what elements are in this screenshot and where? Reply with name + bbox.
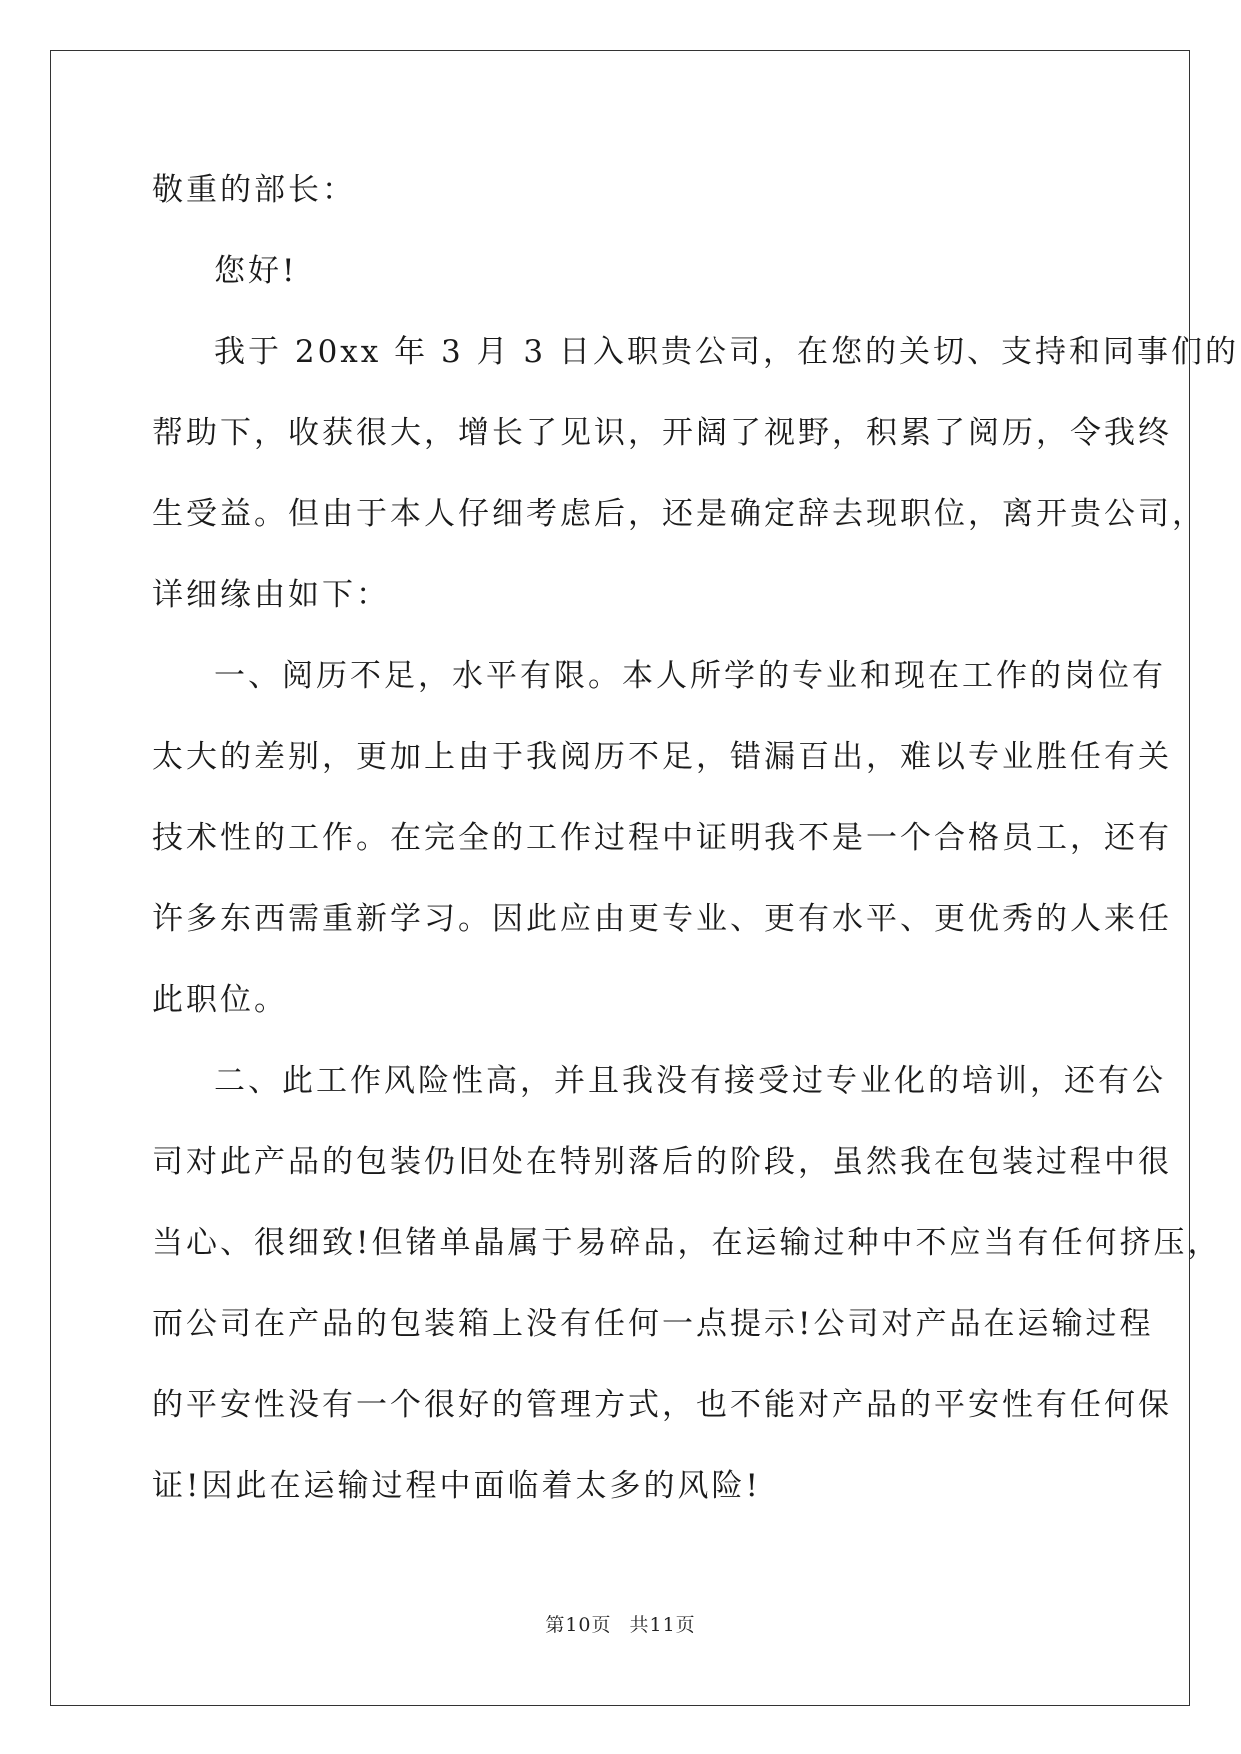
letter-body: [152, 162, 1239, 1539]
paragraph-line: 的平安性没有一个很好的管理方式，也不能对产品的平安性有任何保: [152, 1387, 1172, 1423]
paragraph-line: 帮助下，收获很大，增长了见识，开阔了视野，积累了阅历，令我终: [152, 415, 1172, 451]
paragraph-line: 技术性的工作。在完全的工作过程中证明我不是一个合格员工，还有: [152, 820, 1172, 856]
paragraph-line: 当心、很细致!但锗单晶属于易碎品，在运输过种中不应当有任何挤压，: [152, 1225, 1222, 1261]
paragraph-line: 二、此工作风险性高，并且我没有接受过专业化的培训，还有公: [214, 1063, 1166, 1099]
paragraph-line: 生受益。但由于本人仔细考虑后，还是确定辞去现职位，离开贵公司，: [152, 496, 1206, 532]
page-number-total: 共11页: [629, 1614, 696, 1636]
paragraph-line: 我于 20xx 年 3 月 3 日入职贵公司，在您的关切、支持和同事们的: [214, 334, 1239, 370]
paragraph-line: 证!因此在运输过程中面临着太多的风险!: [152, 1468, 761, 1504]
paragraph-line: 许多东西需重新学习。因此应由更专业、更有水平、更优秀的人来任: [152, 901, 1172, 937]
paragraph-line: 一、阅历不足，水平有限。本人所学的专业和现在工作的岗位有: [214, 658, 1166, 694]
paragraph-line: 此职位。: [152, 982, 288, 1018]
salutation: 敬重的部长：: [152, 172, 356, 208]
paragraph-line: 详细缘由如下：: [152, 577, 390, 613]
page-footer: [0, 1610, 1241, 1637]
paragraph-line: 司对此产品的包装仍旧处在特别落后的阶段，虽然我在包装过程中很: [152, 1144, 1172, 1180]
greeting: 您好!: [214, 253, 298, 289]
paragraph-line: 而公司在产品的包装箱上没有任何一点提示!公司对产品在运输过程: [152, 1306, 1154, 1342]
page-number-current: 第10页: [545, 1614, 612, 1636]
paragraph-line: 太大的差别，更加上由于我阅历不足，错漏百出，难以专业胜任有关: [152, 739, 1172, 775]
